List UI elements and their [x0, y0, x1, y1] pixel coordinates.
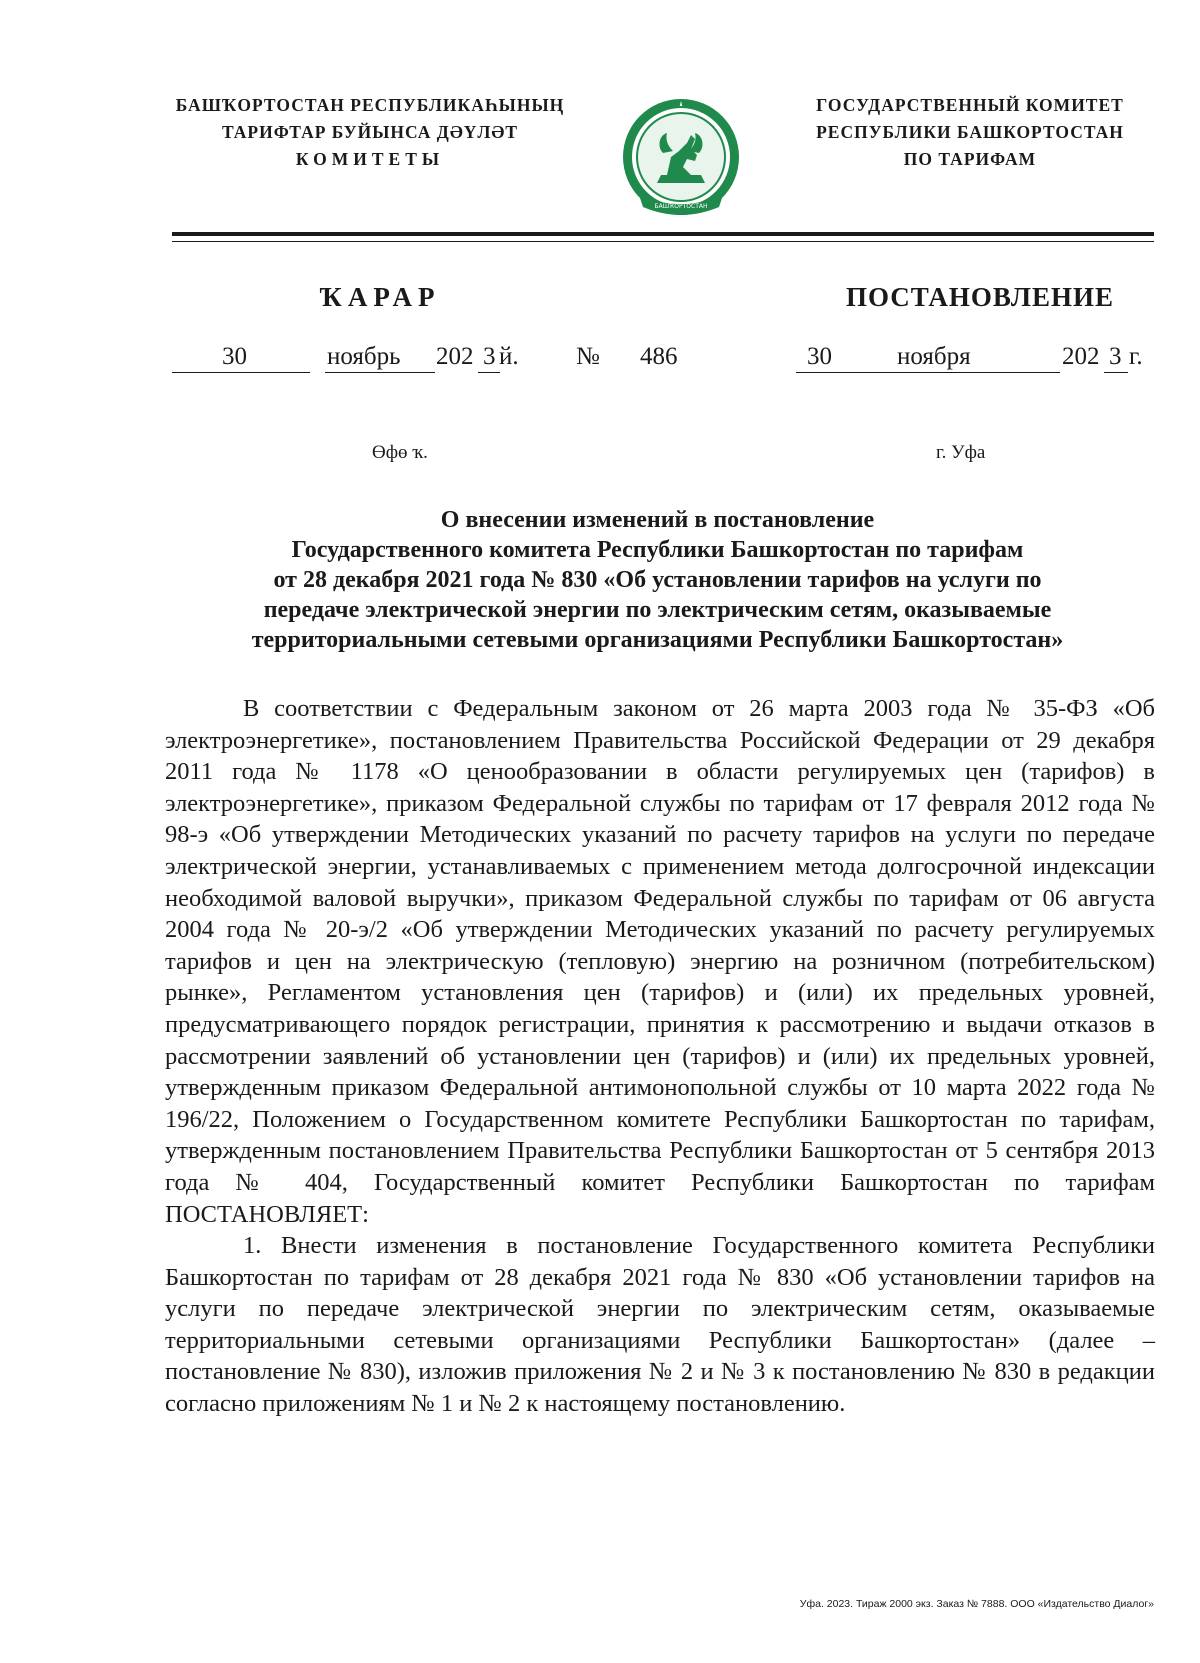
- title-postanovlenie: ПОСТАНОВЛЕНИЕ: [845, 282, 1115, 312]
- print-imprint: Уфа. 2023. Тираж 2000 экз. Заказ № 7888. ООО «Издательство Диалог»: [799, 1598, 1154, 1610]
- header-divider-thin: [172, 241, 1154, 242]
- header-left-line2: ТАРИФТАР БУЙЫНСА ДӘҮЛӘТ: [221, 122, 519, 142]
- header-right-line1: ГОСУДАРСТВЕННЫЙ КОМИТЕТ: [816, 95, 1124, 115]
- date-underline-right-year: [1104, 372, 1128, 373]
- city-right: г. Уфа: [936, 442, 986, 463]
- document-title-line1: О внесении изменений в постановление: [440, 507, 875, 533]
- date-right-year-suffix: г.: [1129, 343, 1143, 370]
- document-number: 486: [640, 343, 678, 370]
- number-sign: №: [576, 343, 600, 370]
- date-underline-right-day: [796, 372, 896, 373]
- date-left-year-digit: 3: [483, 343, 496, 370]
- title-karar: ҠАРАР: [319, 282, 441, 312]
- header-right-line3: ПО ТАРИФАМ: [903, 149, 1037, 169]
- date-right-year-digit: 3: [1109, 343, 1122, 370]
- header-divider-thick: [172, 232, 1154, 236]
- coat-of-arms-emblem: [617, 95, 745, 227]
- header-right-line2: РЕСПУБЛИКИ БАШКОРТОСТАН: [816, 122, 1124, 142]
- date-left-year-prefix: 202: [436, 343, 474, 370]
- date-underline-left-year: [478, 372, 500, 373]
- date-right-month: ноября: [897, 343, 971, 370]
- header-left-org-name: [160, 92, 580, 173]
- date-right-day: 30: [807, 343, 832, 370]
- document-title: [160, 505, 1155, 655]
- document-body: [165, 693, 1155, 1420]
- document-title-line5: территориальными сетевыми организациями Республики Башкортостан»: [251, 627, 1064, 653]
- document-title-line3: от 28 декабря 2021 года № 830 «Об установлении тарифов на услуги по: [273, 567, 1042, 593]
- date-right-year-prefix: 202: [1062, 343, 1100, 370]
- date-left-year-suffix: й.: [499, 343, 519, 370]
- body-paragraph-item-1: 1. Внести изменения в постановление Государственного комитета Республики Башкортостан по тарифам от 28 декабря 2021 года № 830 «Об установлении тарифов на услуги по передаче электрической энергии по электрическим сетям, оказываемые территориальными сетевыми организациями Республики Башкортостан» (далее – постановление № 830), изложив приложения № 2 и № 3 к постановлению № 830 в редакции согласно приложениям № 1 и № 2 к настоящему постановлению.: [165, 1232, 1155, 1418]
- header-left-line1: БАШҠОРТОСТАН РЕСПУБЛИКАҺЫНЫҢ: [175, 95, 565, 115]
- body-paragraph-preamble: В соответствии с Федеральным законом от 26 марта 2003 года № 35-ФЗ «Об электроэнергетике», постановлением Правительства Российской Федерации от 29 декабря 2011 года № 1178 «О ценообразовании в области регулируемых цен (тарифов) в электроэнергетике», приказом Федеральной службы по тарифам от 17 февраля 2012 года № 98-э «Об утверждении Методических указаний по расчету тарифов на услуги по передаче электрической энергии, устанавливаемых с применением метода долгосрочной индексации необходимой валовой выручки», приказом Федеральной службы по тарифам от 06 августа 2004 года № 20-э/2 «Об утверждении Методических указаний по расчету регулируемых тарифов и цен на электрическую (тепловую) энергию на розничном (потребительском) рынке», Регламентом установления цен (тарифов) и (или) их предельных уровней, предусматривающего порядок регистрации, принятия к рассмотрению и выдачи отказов в рассмотрении заявлений об установлении цен (тарифов) и (или) их предельных уровней, утвержденным приказом Федеральной антимонопольной службы от 10 марта 2022 года № 196/22, Положением о Государственном комитете Республики Башкортостан по тарифам, утвержденным постановлением Правительства Республики Башкортостан от 5 сентября 2013 года № 404, Государственный комитет Республики Башкортостан по тарифам ПОСТАНОВЛЯЕТ:: [165, 695, 1155, 1228]
- header-right-org-name: [785, 92, 1155, 173]
- city-left: Өфө ҡ.: [372, 442, 428, 463]
- date-left-day: 30: [222, 343, 247, 370]
- document-title-line2: Государственного комитета Республики Башкортостан по тарифам: [291, 537, 1024, 563]
- document-title-line4: передаче электрической энергии по электрическим сетям, оказываемые: [263, 597, 1052, 623]
- date-underline-left-month: [325, 372, 435, 373]
- emblem-ribbon-text: БАШҠОРТОСТАН: [654, 203, 708, 210]
- date-left-month: ноябрь: [327, 343, 401, 370]
- date-underline-left-day: [172, 372, 310, 373]
- date-underline-right-month: [896, 372, 1060, 373]
- header-left-line3: КОМИТЕТЫ: [295, 149, 445, 169]
